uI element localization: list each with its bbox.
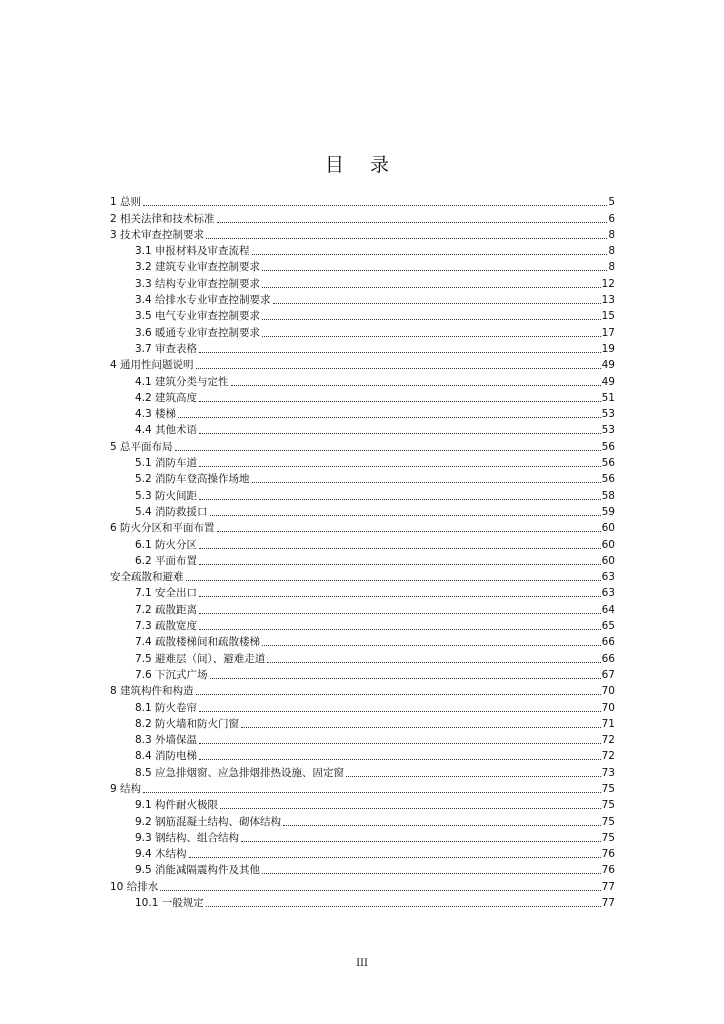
dot-leader [175, 449, 601, 451]
toc-entry[interactable] [110, 747, 615, 763]
dot-leader [231, 384, 601, 386]
toc-entry-title: 4 通用性问题说明 [110, 359, 194, 372]
toc-entry[interactable] [110, 552, 615, 568]
toc-entry-title: 4.2 建筑高度 [135, 391, 198, 404]
toc-entry-title: 3.1 申报材料及审查流程 [135, 245, 250, 258]
toc-entry-title: 3.7 审查表格 [135, 342, 198, 355]
toc-entry-title: 9 结构 [110, 782, 142, 795]
toc-entry-page: 65 [601, 620, 615, 633]
toc-entry-page: 12 [601, 277, 615, 290]
toc-entry-page: 5 [608, 196, 615, 209]
toc-entry-page: 8 [608, 245, 615, 258]
table-of-contents [110, 193, 615, 910]
toc-entry[interactable] [110, 405, 615, 421]
dot-leader [199, 563, 601, 565]
toc-entry[interactable] [110, 812, 615, 828]
toc-entry-title: 5 总平面布局 [110, 440, 173, 453]
toc-entry-title: 2 相关法律和技术标准 [110, 212, 215, 225]
toc-entry-page: 77 [601, 880, 615, 893]
toc-entry-title: 5.2 消防车登高操作场地 [135, 473, 250, 486]
toc-entry-page: 70 [601, 701, 615, 714]
toc-entry-page: 49 [601, 375, 615, 388]
toc-entry[interactable] [110, 666, 615, 682]
dot-leader [273, 302, 601, 304]
dot-leader [199, 758, 601, 760]
dot-leader [241, 726, 601, 728]
toc-entry-title: 1 总则 [110, 196, 142, 209]
toc-entry[interactable] [110, 584, 615, 600]
toc-entry-page: 17 [601, 326, 615, 339]
toc-entry-page: 64 [601, 603, 615, 616]
dot-leader [199, 400, 601, 402]
toc-entry[interactable] [110, 340, 615, 356]
toc-entry-page: 76 [601, 864, 615, 877]
toc-entry[interactable] [110, 715, 615, 731]
toc-entry[interactable] [110, 274, 615, 290]
toc-entry-title: 9.3 钢结构、组合结构 [135, 831, 240, 844]
dot-leader [252, 481, 601, 483]
toc-entry-title: 8.4 消防电梯 [135, 750, 198, 763]
dot-leader [206, 237, 607, 239]
toc-entry-title: 3 技术审查控制要求 [110, 228, 205, 241]
toc-entry-page: 72 [601, 750, 615, 763]
dot-leader [283, 824, 601, 826]
toc-entry[interactable] [110, 617, 615, 633]
toc-entry-page: 51 [601, 391, 615, 404]
dot-leader [196, 367, 601, 369]
toc-entry-title: 10 给排水 [110, 880, 159, 893]
toc-entry[interactable] [110, 682, 615, 698]
toc-entry[interactable] [110, 454, 615, 470]
dot-leader [241, 840, 601, 842]
toc-entry-title: 8 建筑构件和构造 [110, 685, 194, 698]
toc-entry-page: 72 [601, 734, 615, 747]
toc-entry-page: 75 [601, 799, 615, 812]
toc-entry[interactable] [110, 763, 615, 779]
toc-entry-page: 15 [601, 310, 615, 323]
dot-leader [346, 775, 601, 777]
dot-leader [199, 612, 601, 614]
toc-entry-page: 77 [601, 897, 615, 910]
toc-entry-page: 60 [601, 538, 615, 551]
toc-entry[interactable] [110, 796, 615, 812]
toc-entry-page: 19 [601, 342, 615, 355]
toc-entry-title: 3.4 给排水专业审查控制要求 [135, 294, 271, 307]
toc-entry-page: 75 [601, 831, 615, 844]
toc-entry-page: 56 [601, 440, 615, 453]
dot-leader [199, 628, 601, 630]
toc-entry-page: 56 [601, 473, 615, 486]
dot-leader [262, 872, 601, 874]
dot-leader [199, 710, 601, 712]
dot-leader [262, 269, 607, 271]
dot-leader [160, 889, 600, 891]
toc-entry[interactable] [110, 242, 615, 258]
toc-entry-title: 8.2 防火墙和防火门窗 [135, 717, 240, 730]
toc-entry-page: 56 [601, 457, 615, 470]
toc-entry-title: 4.1 建筑分类与定性 [135, 375, 229, 388]
toc-entry-title: 7.1 安全出口 [135, 587, 198, 600]
toc-entry-title: 6.2 平面布置 [135, 554, 198, 567]
page-number: III [356, 958, 368, 969]
toc-entry-title: 4.3 楼梯 [135, 408, 177, 421]
dot-leader [220, 807, 601, 809]
toc-entry-page: 71 [601, 717, 615, 730]
dot-leader [199, 742, 601, 744]
toc-entry[interactable] [110, 291, 615, 307]
toc-entry-page: 70 [601, 685, 615, 698]
toc-entry[interactable] [110, 503, 615, 519]
toc-entry-page: 66 [601, 652, 615, 665]
dot-leader [199, 547, 601, 549]
toc-entry[interactable] [110, 780, 615, 796]
toc-entry[interactable] [110, 193, 615, 209]
toc-entry[interactable] [110, 226, 615, 242]
toc-entry-title: 5.1 消防车道 [135, 457, 198, 470]
toc-entry[interactable] [110, 437, 615, 453]
toc-entry[interactable] [110, 829, 615, 845]
toc-entry-title: 3.6 暖通专业审查控制要求 [135, 326, 261, 339]
toc-entry[interactable] [110, 894, 615, 910]
toc-entry-page: 63 [601, 571, 615, 584]
toc-entry[interactable] [110, 698, 615, 714]
toc-entry-title: 7.4 疏散楼梯间和疏散楼梯 [135, 636, 261, 649]
toc-entry-page: 8 [608, 261, 615, 274]
dot-leader [262, 644, 601, 646]
toc-entry-page: 60 [601, 554, 615, 567]
toc-entry[interactable] [110, 421, 615, 437]
toc-entry-page: 58 [601, 489, 615, 502]
dot-leader [199, 465, 601, 467]
toc-entry-title: 安全疏散和避难 [110, 571, 184, 584]
dot-leader [262, 335, 601, 337]
toc-entry[interactable] [110, 568, 615, 584]
toc-entry[interactable] [110, 307, 615, 323]
toc-entry-title: 5.4 消防救援口 [135, 505, 208, 518]
toc-entry-page: 60 [601, 522, 615, 535]
dot-leader [186, 579, 601, 581]
toc-entry-title: 8.1 防火卷帘 [135, 701, 198, 714]
toc-entry[interactable] [110, 323, 615, 339]
toc-entry-title: 5.3 防火间距 [135, 489, 198, 502]
dot-leader [252, 253, 608, 255]
toc-entry-title: 7.2 疏散距离 [135, 603, 198, 616]
dot-leader [199, 498, 601, 500]
toc-entry-page: 59 [601, 505, 615, 518]
toc-entry-title: 4.4 其他术语 [135, 424, 198, 437]
toc-entry[interactable] [110, 486, 615, 502]
toc-entry-title: 7.6 下沉式广场 [135, 668, 208, 681]
toc-entry-title: 10.1 一般规定 [135, 897, 204, 910]
dot-leader [262, 318, 601, 320]
toc-entry-page: 76 [601, 848, 615, 861]
dot-leader [206, 905, 601, 907]
toc-entry[interactable] [110, 470, 615, 486]
toc-entry[interactable] [110, 519, 615, 535]
toc-entry[interactable] [110, 600, 615, 616]
toc-entry-page: 67 [601, 668, 615, 681]
toc-entry-page: 49 [601, 359, 615, 372]
toc-entry[interactable] [110, 258, 615, 274]
toc-entry-page: 73 [601, 766, 615, 779]
toc-entry-title: 6 防火分区和平面布置 [110, 522, 215, 535]
toc-entry-title: 8.5 应急排烟窗、应急排烟排热设施、固定窗 [135, 766, 345, 779]
dot-leader [262, 286, 601, 288]
dot-leader [143, 791, 601, 793]
toc-entry-title: 7.3 疏散宽度 [135, 620, 198, 633]
toc-entry-page: 53 [601, 424, 615, 437]
toc-entry-title: 9.4 木结构 [135, 848, 187, 861]
toc-entry[interactable] [110, 372, 615, 388]
dot-leader [143, 204, 607, 206]
dot-leader [199, 595, 601, 597]
dot-leader [217, 530, 601, 532]
toc-entry[interactable] [110, 845, 615, 861]
toc-entry[interactable] [110, 209, 615, 225]
toc-entry-page: 75 [601, 782, 615, 795]
toc-entry-page: 75 [601, 815, 615, 828]
dot-leader [196, 693, 601, 695]
dot-leader [210, 677, 601, 679]
dot-leader [189, 856, 601, 858]
toc-entry-page: 63 [601, 587, 615, 600]
toc-entry-page: 66 [601, 636, 615, 649]
toc-entry-title: 3.3 结构专业审查控制要求 [135, 277, 261, 290]
page-title: 目 录 [324, 154, 400, 176]
toc-entry[interactable] [110, 389, 615, 405]
toc-entry[interactable] [110, 356, 615, 372]
dot-leader [199, 432, 601, 434]
dot-leader [210, 514, 601, 516]
dot-leader [199, 351, 601, 353]
toc-entry-title: 9.5 消能减隔震构件及其他 [135, 864, 261, 877]
toc-entry[interactable] [110, 535, 615, 551]
toc-entry-title: 9.1 构件耐火极限 [135, 799, 219, 812]
toc-entry-page: 6 [608, 212, 615, 225]
toc-entry-title: 6.1 防火分区 [135, 538, 198, 551]
toc-entry[interactable] [110, 877, 615, 893]
toc-entry[interactable] [110, 649, 615, 665]
toc-entry-page: 8 [608, 228, 615, 241]
toc-entry[interactable] [110, 633, 615, 649]
dot-leader [267, 661, 600, 663]
dot-leader [178, 416, 601, 418]
toc-entry-title: 3.2 建筑专业审查控制要求 [135, 261, 261, 274]
toc-entry-title: 9.2 钢筋混凝土结构、砌体结构 [135, 815, 282, 828]
toc-entry-title: 3.5 电气专业审查控制要求 [135, 310, 261, 323]
toc-entry-page: 53 [601, 408, 615, 421]
toc-entry-page: 13 [601, 294, 615, 307]
toc-entry-title: 8.3 外墙保温 [135, 734, 198, 747]
toc-entry[interactable] [110, 861, 615, 877]
toc-entry[interactable] [110, 731, 615, 747]
toc-entry-title: 7.5 避难层（间）、避难走道 [135, 652, 266, 665]
dot-leader [217, 221, 608, 223]
